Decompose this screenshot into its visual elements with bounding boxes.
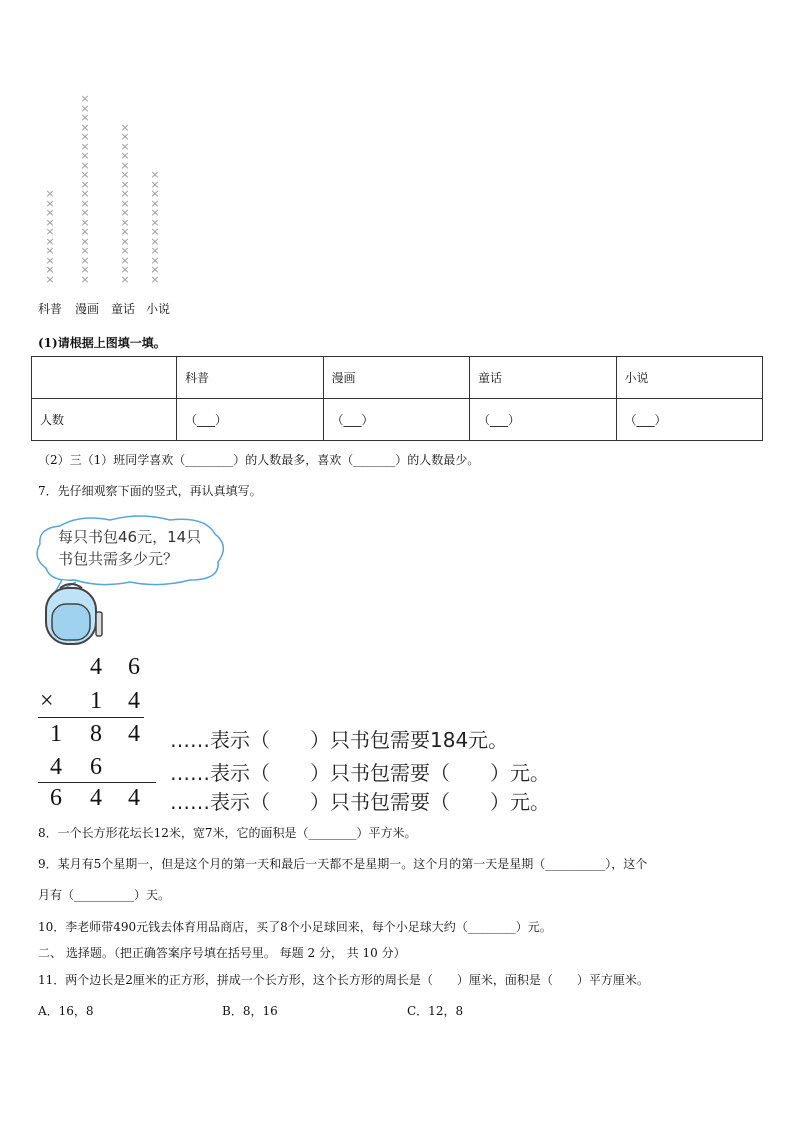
multiply-sign: × [40, 688, 54, 714]
pictograph-mark: × [150, 215, 160, 229]
pictograph-mark: × [150, 225, 160, 238]
pictograph-mark: × [150, 263, 160, 276]
option-a[interactable]: A．16，8 [38, 1004, 94, 1018]
pictograph-mark: × [120, 120, 130, 134]
pictograph-mark: × [45, 196, 55, 210]
pictograph-column-tonghua [118, 120, 132, 286]
q6-instruction: (1)请根据上图填一填。 [38, 336, 166, 350]
pictograph-mark: × [150, 234, 160, 248]
explain-line-3: ……表示（ ）只书包需要（ ）元。 [170, 790, 550, 814]
category-label-kepu: 科普 [38, 302, 63, 316]
q11-stem: 11．两个边长是2厘米的正方形，拼成一个长方形，这个长方形的周长是（ ）厘米，面积是（ ）平方厘米。 [38, 973, 649, 987]
pictograph-mark: × [120, 263, 130, 276]
pictograph-mark: × [120, 196, 130, 210]
pictograph-column-kepu [43, 189, 57, 284]
pictograph-mark: × [80, 206, 90, 219]
option-b[interactable]: B．8，16 [222, 1004, 278, 1018]
answer-blank[interactable]: （___） [470, 399, 617, 441]
bubble-text-2: 书包共需多少元？ [58, 550, 179, 568]
q10: 10．李老师带490元钱去体育用品商店，买了8个小足球回来，每个小足球大约（________）元。 [38, 920, 552, 934]
pictograph-mark: × [80, 215, 90, 229]
pictograph-column-xiaoshuo [148, 170, 162, 284]
q6-part2: （2）三（1）班同学喜欢（________）的人数最多，喜欢（_______）的人数最少。 [38, 453, 480, 467]
table-header-cell: 童话 [470, 357, 617, 399]
q7-title: 7．先仔细观察下面的竖式，再认真填写。 [38, 484, 262, 498]
digit: 6 [128, 654, 140, 680]
count-table [31, 356, 763, 441]
pictograph-mark: × [120, 139, 130, 153]
pictograph-mark: × [80, 272, 90, 286]
pictograph-mark: × [45, 253, 55, 267]
digit: 4 [128, 721, 140, 747]
category-label-tonghua: 童话 [111, 302, 136, 316]
bubble-text-1: 每只书包46元，14只 [58, 528, 202, 546]
pictograph-mark: × [120, 225, 130, 238]
pictograph-mark: × [120, 158, 130, 172]
table-header-cell [32, 357, 177, 399]
option-c[interactable]: C．12，8 [407, 1004, 464, 1018]
divider-line [38, 782, 156, 783]
pictograph-mark: × [150, 272, 160, 286]
pictograph-mark: × [120, 177, 130, 191]
pictograph-mark: × [45, 234, 55, 248]
pictograph-mark: × [45, 263, 55, 276]
section-heading: 二、 选择题。（把正确答案序号填在括号里。 每题 2 分， 共 10 分） [38, 946, 406, 960]
pictograph-mark: × [150, 244, 160, 257]
pictograph-mark: × [80, 244, 90, 257]
pictograph-mark: × [80, 130, 90, 143]
pictograph-mark: × [80, 139, 90, 153]
q9-line-1: 9．某月有5个星期一，但是这个月的第一天和最后一天都不是星期一。这个月的第一天是星期（__________），这个 [38, 857, 648, 871]
pictograph-mark: × [80, 263, 90, 276]
pictograph-mark: × [120, 149, 130, 162]
answer-blank[interactable]: （___） [177, 399, 324, 441]
digit: 1 [50, 721, 62, 747]
pictograph-mark: × [150, 187, 160, 200]
pictograph-mark: × [150, 196, 160, 210]
pictograph-mark: × [45, 206, 55, 219]
pictograph-mark: × [45, 187, 55, 200]
digit: 4 [128, 785, 140, 811]
pictograph-mark: × [80, 149, 90, 162]
pictograph-mark: × [80, 196, 90, 210]
pictograph-mark: × [120, 215, 130, 229]
pictograph-mark: × [80, 101, 90, 115]
pictograph-mark: × [80, 92, 90, 105]
table-header-cell: 漫画 [323, 357, 470, 399]
pictograph-mark: × [150, 168, 160, 181]
pictograph-mark: × [45, 244, 55, 257]
pictograph-mark: × [120, 168, 130, 181]
digit: 6 [90, 754, 102, 780]
pictograph-mark: × [80, 120, 90, 134]
pictograph-mark: × [80, 158, 90, 172]
digit: 4 [90, 654, 102, 680]
pictograph-mark: × [120, 272, 130, 286]
pictograph-mark: × [120, 130, 130, 143]
pictograph-mark: × [150, 177, 160, 191]
category-label-manhua: 漫画 [75, 302, 100, 316]
pictograph-mark: × [45, 225, 55, 238]
answer-blank[interactable]: （___） [616, 399, 763, 441]
pictograph-mark: × [80, 225, 90, 238]
pictograph-mark: × [120, 244, 130, 257]
answer-blank[interactable]: （___） [323, 399, 470, 441]
pictograph-mark: × [120, 187, 130, 200]
pictograph-mark: × [120, 206, 130, 219]
digit: 4 [90, 785, 102, 811]
digit: 8 [90, 721, 102, 747]
pictograph-mark: × [120, 234, 130, 248]
backpack-icon [40, 582, 106, 648]
pictograph-mark: × [80, 234, 90, 248]
pictograph-column-manhua [78, 94, 92, 284]
digit: 4 [50, 754, 62, 780]
q9-line-2: 月有（__________）天。 [38, 888, 171, 902]
pictograph-mark: × [45, 215, 55, 229]
digit: 4 [128, 688, 140, 714]
category-label-xiaoshuo: 小说 [146, 302, 171, 316]
pictograph-mark: × [150, 253, 160, 267]
table-header-cell: 小说 [616, 357, 763, 399]
table-header-row [32, 357, 763, 399]
pictograph-mark: × [120, 253, 130, 267]
pictograph-mark: × [80, 111, 90, 124]
pictograph-mark: × [80, 253, 90, 267]
pictograph-mark: × [150, 206, 160, 219]
pictograph-mark: × [45, 272, 55, 286]
divider-line [38, 717, 144, 718]
digit: 1 [90, 688, 102, 714]
pictograph-mark: × [80, 168, 90, 181]
table-row [32, 399, 763, 441]
row-label: 人数 [32, 399, 177, 441]
digit: 6 [50, 785, 62, 811]
pictograph-mark: × [80, 187, 90, 200]
explain-line-2: ……表示（ ）只书包需要（ ）元。 [170, 761, 550, 785]
q8: 8．一个长方形花坛长12米，宽7米，它的面积是（________）平方米。 [38, 826, 417, 840]
pictograph-mark: × [80, 177, 90, 191]
explain-line-1: ……表示（ ）只书包需要184元。 [170, 728, 509, 752]
table-header-cell: 科普 [177, 357, 324, 399]
